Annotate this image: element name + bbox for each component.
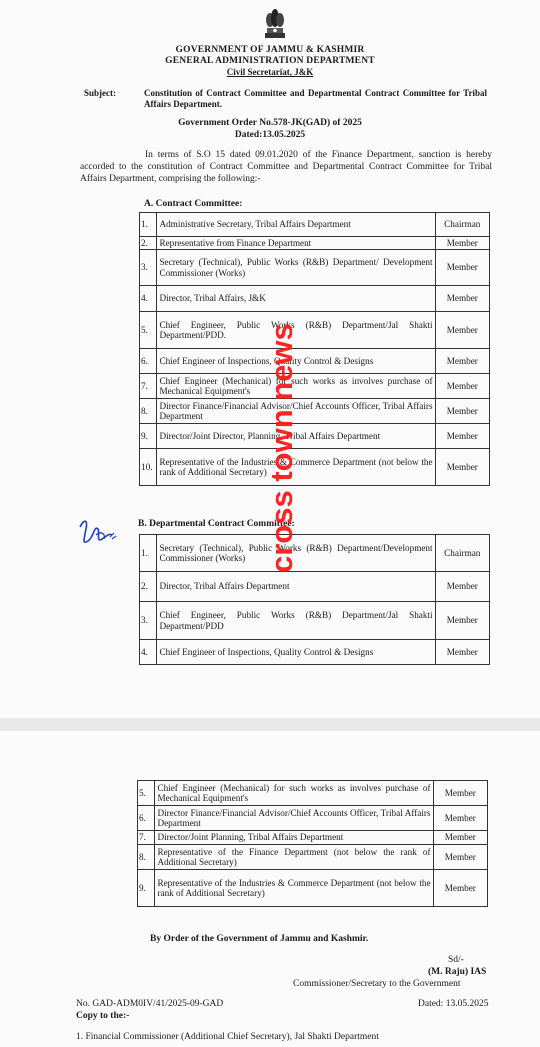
- table-row: [140, 640, 490, 665]
- row-number: 3.: [140, 602, 157, 640]
- table-row: [140, 312, 490, 349]
- member-role: Member: [433, 806, 487, 831]
- member-role: Member: [433, 845, 487, 870]
- member-role: Member: [435, 312, 489, 349]
- table-row: [140, 602, 490, 640]
- row-number: 6.: [138, 806, 155, 831]
- row-number: 4.: [140, 286, 157, 312]
- member-designation: Chief Engineer of Inspections, Quality Control & Designs: [157, 349, 435, 374]
- header-department: GENERAL ADMINISTRATION DEPARTMENT: [165, 56, 375, 66]
- table-row: [140, 237, 490, 250]
- member-designation: Secretary (Technical), Public Works (R&B) Department/ Development Commissioner (Works): [157, 250, 435, 286]
- copy-to-label: Copy to the:-: [76, 1011, 130, 1021]
- signatory-name: (M. Raju) IAS: [428, 967, 487, 977]
- reference-number: No. GAD-ADM0IV/41/2025-09-GAD: [76, 999, 224, 1009]
- member-designation: Chief Engineer, Public Works (R&B) Department/Jal Shakti Department/PDD: [157, 602, 435, 640]
- row-number: 4.: [140, 640, 157, 665]
- table-row: [140, 213, 490, 237]
- row-number: 9.: [140, 424, 157, 449]
- table-row: [138, 831, 488, 845]
- member-designation: Chief Engineer, Public Works (R&B) Department/Jal Shakti Department/PDD.: [157, 312, 435, 349]
- member-designation: Director, Tribal Affairs, J&K: [157, 286, 435, 312]
- row-number: 5.: [138, 781, 155, 806]
- member-role: Member: [433, 831, 487, 845]
- table-row: [140, 572, 490, 602]
- row-number: 8.: [140, 399, 157, 424]
- row-number: 5.: [140, 312, 157, 349]
- member-designation: Secretary (Technical), Public Works (R&B) Department/Development Commissioner (Works): [157, 535, 435, 572]
- member-designation: Director, Tribal Affairs Department: [157, 572, 435, 602]
- member-designation: Director/Joint Planning, Tribal Affairs Department: [155, 831, 433, 845]
- member-designation: Chief Engineer (Mechanical) for such works as involves purchase of Mechanical Equipment's: [155, 781, 433, 806]
- member-designation: Director Finance/Financial Advisor/Chief Accounts Officer, Tribal Affairs Department: [155, 806, 433, 831]
- member-designation: Chief Engineer of Inspections, Quality Control & Designs: [157, 640, 435, 665]
- table-row: [138, 806, 488, 831]
- header-secretariat: Civil Secretariat, J&K: [226, 67, 314, 77]
- member-role: Member: [435, 399, 489, 424]
- table-row: [140, 374, 490, 399]
- signatory-designation: Commissioner/Secretary to the Government: [293, 979, 461, 989]
- watermark-text: cross town news: [264, 323, 299, 573]
- member-role: Member: [435, 286, 489, 312]
- row-number: 7.: [138, 831, 155, 845]
- subject-label: Subject:: [84, 88, 116, 98]
- row-number: 2.: [140, 572, 157, 602]
- order-number: Government Order No.578-JK(GAD) of 2025: [178, 118, 362, 128]
- member-role: Chairman: [435, 213, 489, 237]
- member-role: Member: [435, 250, 489, 286]
- row-number: 3.: [140, 250, 157, 286]
- table-row: [138, 781, 488, 806]
- member-role: Member: [435, 374, 489, 399]
- member-role: Member: [433, 870, 487, 907]
- table-row: [140, 399, 490, 424]
- row-number: 1.: [140, 535, 157, 572]
- table-row: [140, 535, 490, 572]
- table-row: [140, 424, 490, 449]
- member-designation: Representative of the Industries & Commerce Department (not below the rank of Additional Secretary): [157, 449, 435, 486]
- copy-item: 1. Financial Commissioner (Additional Chief Secretary), Jal Shakti Department: [76, 1032, 379, 1042]
- row-number: 7.: [140, 374, 157, 399]
- table-row: [140, 250, 490, 286]
- order-date: Dated:13.05.2025: [234, 130, 306, 140]
- table-row: [138, 870, 488, 907]
- member-role: Member: [433, 781, 487, 806]
- member-role: Member: [435, 349, 489, 374]
- section-a-title: A. Contract Committee:: [144, 199, 243, 209]
- intro-paragraph: [80, 149, 492, 185]
- member-designation: Director Finance/Financial Advisor/Chief Accounts Officer, Tribal Affairs Department: [157, 399, 435, 424]
- member-designation: Representative of the Industries & Commerce Department (not below the rank of Additional Secretary): [155, 870, 433, 907]
- row-number: 1.: [140, 213, 157, 237]
- departmental-contract-committee-table: [139, 534, 490, 665]
- subject-text: Constitution of Contract Committee and Departmental Contract Committee for Tribal Affairs Department.: [144, 88, 487, 109]
- row-number: 2.: [140, 237, 157, 250]
- table-row: [140, 349, 490, 374]
- header-government: GOVERNMENT OF JAMMU & KASHMIR: [175, 45, 365, 55]
- intro-text: In terms of S.O 15 dated 09.01.2020 of the Finance Department, sanction is hereby accorded to the constitution of Contract Committee and Departmental Contract Committee for Tribal Affairs Department, comprising the following:-: [80, 150, 492, 184]
- contract-committee-table: [139, 212, 490, 486]
- member-role: Member: [435, 424, 489, 449]
- row-number: 9.: [138, 870, 155, 907]
- member-designation: Director/Joint Director, Planning, Tribal Affairs Department: [157, 424, 435, 449]
- table-row: [140, 449, 490, 486]
- member-role: Member: [435, 640, 489, 665]
- section-b-title: B. Departmental Contract Committee:: [138, 519, 295, 529]
- member-role: Member: [435, 237, 489, 250]
- row-number: 10.: [140, 449, 157, 486]
- member-role: Member: [435, 449, 489, 486]
- departmental-contract-committee-table-continued: [137, 780, 488, 907]
- by-order-line: By Order of the Government of Jammu and Kashmir.: [150, 934, 369, 944]
- row-number: 8.: [138, 845, 155, 870]
- table-row: [140, 286, 490, 312]
- sd-mark: Sd/-: [448, 955, 464, 965]
- table-row: [138, 845, 488, 870]
- member-designation: Representative of the Finance Department (not below the rank of Additional Secretary): [155, 845, 433, 870]
- row-number: 6.: [140, 349, 157, 374]
- handwritten-signature-icon: [76, 515, 124, 555]
- state-emblem-icon: [262, 6, 288, 40]
- member-designation: Representative from Finance Department: [157, 237, 435, 250]
- member-role: Member: [435, 572, 489, 602]
- member-role: Member: [435, 602, 489, 640]
- member-designation: Chief Engineer (Mechanical) for such works as involves purchase of Mechanical Equipment's: [157, 374, 435, 399]
- reference-date: Dated: 13.05.2025: [418, 999, 489, 1009]
- member-designation: Administrative Secretary, Tribal Affairs Department: [157, 213, 435, 237]
- member-role: Chairman: [435, 535, 489, 572]
